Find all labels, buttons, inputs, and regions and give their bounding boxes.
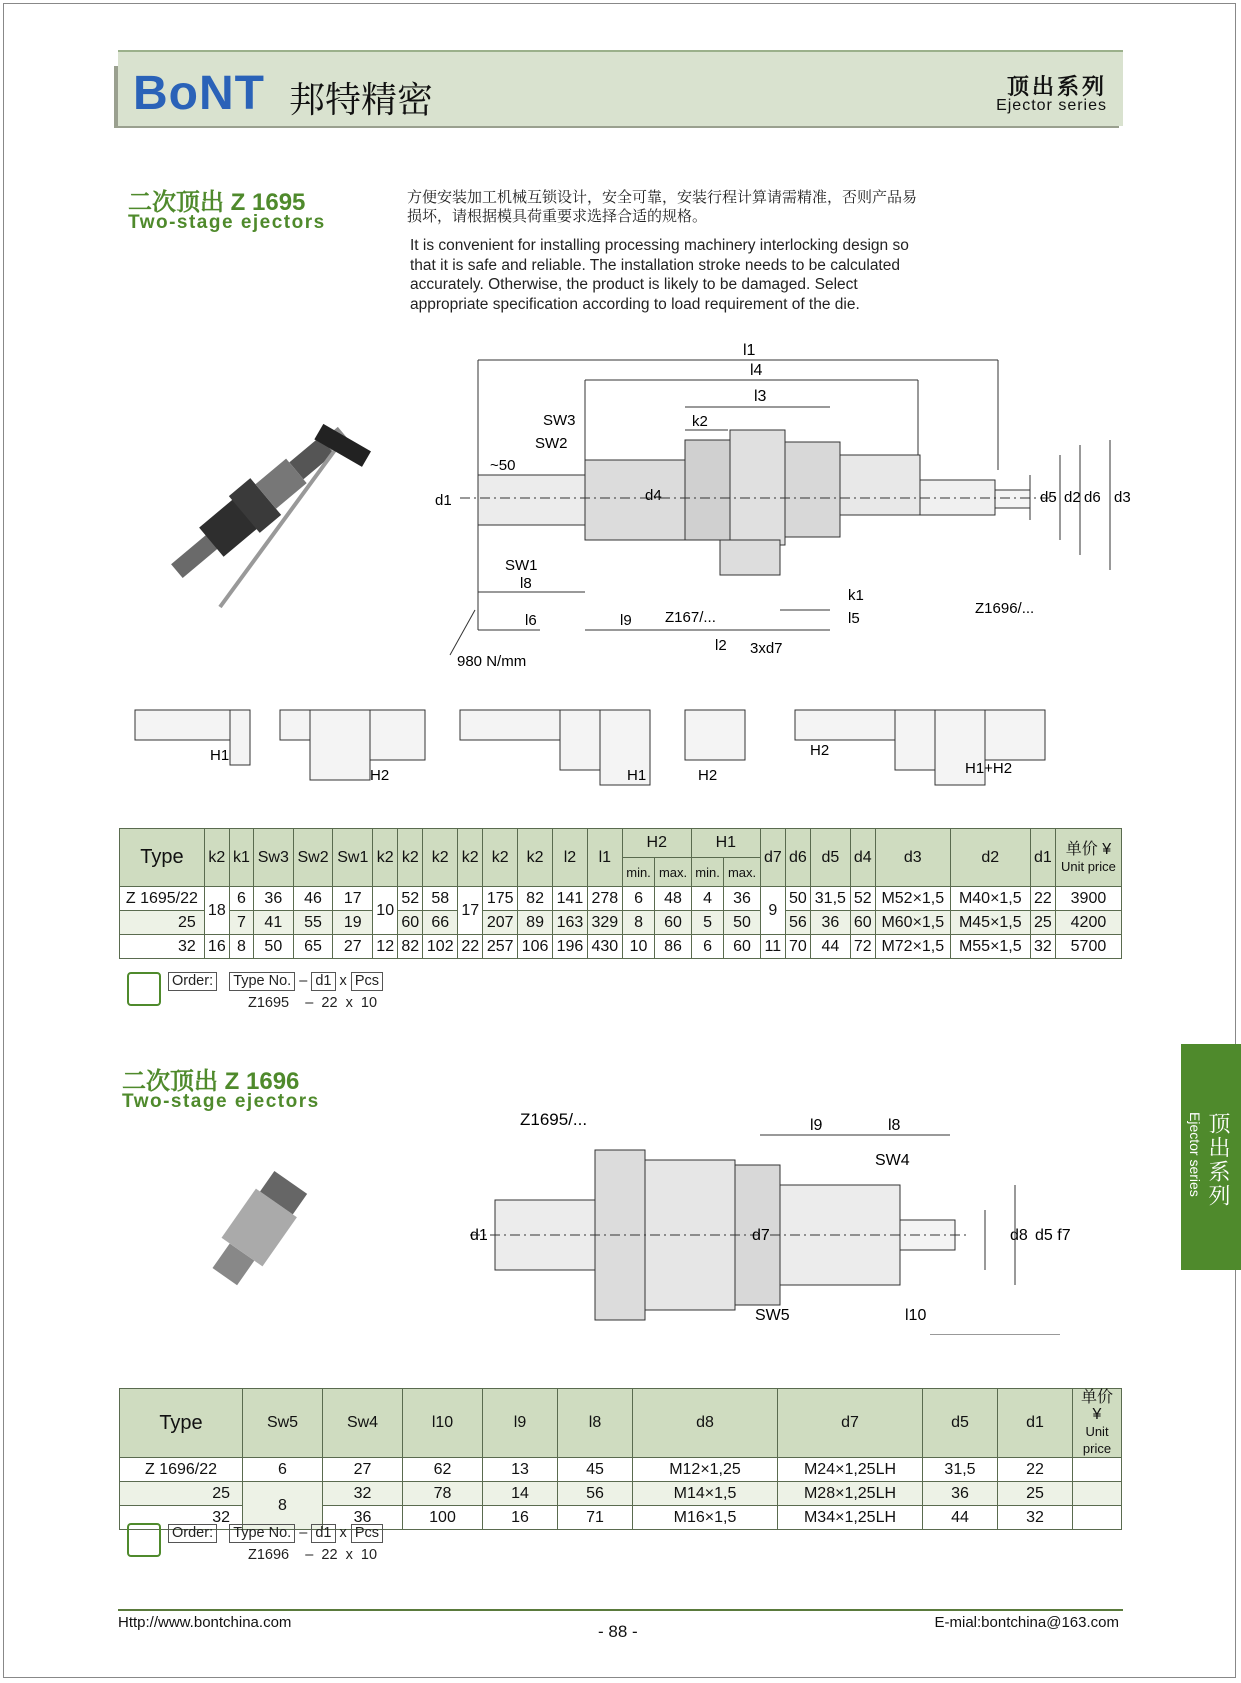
th-l8: l8 bbox=[558, 1389, 633, 1458]
cell-l9: 14 bbox=[483, 1482, 558, 1506]
cell-h1-max: 36 bbox=[724, 887, 761, 911]
cell-d5: 44 bbox=[810, 935, 850, 959]
label-z167: Z167/... bbox=[665, 609, 716, 626]
th-d7: d7 bbox=[778, 1389, 923, 1458]
product-photo-z1696 bbox=[195, 1140, 330, 1315]
cell-sw2: 55 bbox=[293, 911, 333, 935]
th-k2: k2 bbox=[423, 829, 458, 887]
side-tab-en: Ejector series bbox=[1187, 1112, 1203, 1197]
cell-sw1: 19 bbox=[333, 911, 373, 935]
label-d4: d4 bbox=[645, 487, 662, 504]
th-h1: H1 bbox=[691, 829, 760, 858]
price-cn: 单价 ¥ bbox=[1065, 840, 1112, 858]
label-approx50: ~50 bbox=[490, 457, 516, 474]
section1-description-en: It is convenient for installing processing machinery interlocking design so that it is safe and reliable. The installation stroke needs to be calculated accurately. Otherwise, the product is likely to be damaged. Select appropriate specification according to load requirement of the die. bbox=[410, 237, 909, 313]
cell-l2: 163 bbox=[553, 911, 588, 935]
label-sw5: SW5 bbox=[755, 1307, 790, 1324]
cell-k2: 89 bbox=[518, 911, 553, 935]
cell-h2-max: 60 bbox=[655, 911, 692, 935]
cell-sw5: 6 bbox=[243, 1458, 323, 1482]
section1-title-en: Two-stage ejectors bbox=[128, 212, 326, 233]
cell-sw4: 36 bbox=[323, 1506, 403, 1530]
cell-sw2: 65 bbox=[293, 935, 333, 959]
cell-l10: 78 bbox=[403, 1482, 483, 1506]
label-k1: k1 bbox=[848, 587, 864, 604]
th-l1: l1 bbox=[587, 829, 622, 887]
cell-d4: 52 bbox=[850, 887, 875, 911]
order-x: x bbox=[339, 973, 347, 989]
cell-k1: 8 bbox=[229, 935, 253, 959]
th-sw5: Sw5 bbox=[243, 1389, 323, 1458]
order-ex-x: x bbox=[345, 1547, 353, 1563]
th-type: Type bbox=[120, 829, 205, 887]
label-d1: d1 bbox=[435, 492, 452, 509]
cell-d1: 22 bbox=[1030, 887, 1055, 911]
cell-l1: 329 bbox=[587, 911, 622, 935]
cell-type: 25 bbox=[120, 1482, 243, 1506]
drawing-z1695 bbox=[420, 330, 1140, 675]
cell-h2-min: 10 bbox=[622, 935, 655, 959]
cell-k1: 7 bbox=[229, 911, 253, 935]
label-d2: d2 bbox=[1064, 489, 1081, 506]
order-format-z1695 bbox=[168, 972, 383, 991]
label-l8: l8 bbox=[520, 575, 532, 592]
spec-table-z1695 bbox=[119, 828, 1122, 959]
sketch1-h2: H2 bbox=[370, 767, 390, 784]
drawing-z1696 bbox=[450, 1105, 1130, 1335]
cell-h2-min: 8 bbox=[622, 911, 655, 935]
table-row bbox=[120, 935, 1122, 959]
phone-icon bbox=[127, 1523, 161, 1557]
order-pcs: Pcs bbox=[351, 972, 383, 991]
th-k2: k2 bbox=[373, 829, 398, 887]
cell-k2: 58 bbox=[423, 887, 458, 911]
order-ex-pcs: 10 bbox=[360, 1547, 378, 1563]
cell-d7: M34×1,25LH bbox=[778, 1506, 923, 1530]
cell-d3: M60×1,5 bbox=[875, 911, 950, 935]
cell-price bbox=[1073, 1458, 1122, 1482]
cell-d5: 44 bbox=[923, 1506, 998, 1530]
order-pcs: Pcs bbox=[351, 1524, 383, 1543]
series-title-cn: 顶出系列 bbox=[1006, 74, 1107, 99]
cell-k2: 10 bbox=[373, 887, 398, 935]
order-x: x bbox=[339, 1525, 347, 1541]
section2-title-cn: 二次顶出 Z 1696 bbox=[122, 1068, 300, 1095]
label-force: 980 N/mm bbox=[457, 653, 527, 670]
cell-d1: 32 bbox=[998, 1506, 1073, 1530]
cell-d7: M28×1,25LH bbox=[778, 1482, 923, 1506]
th-k1: k1 bbox=[229, 829, 253, 887]
cell-k2: 18 bbox=[204, 887, 229, 935]
order-label: Order: bbox=[168, 972, 217, 991]
cell-l1: 430 bbox=[587, 935, 622, 959]
cell-k2: 52 bbox=[398, 887, 423, 911]
cell-l8: 45 bbox=[558, 1458, 633, 1482]
th-k2: k2 bbox=[518, 829, 553, 887]
footer-divider bbox=[118, 1609, 1123, 1611]
cell-k2: 102 bbox=[423, 935, 458, 959]
cell-d8: M16×1,5 bbox=[633, 1506, 778, 1530]
side-tab bbox=[1181, 1044, 1241, 1270]
cell-price: 5700 bbox=[1055, 935, 1121, 959]
table-row bbox=[120, 887, 1122, 911]
sketch3-h2: H2 bbox=[810, 742, 830, 759]
order-ex-pcs: 10 bbox=[360, 995, 378, 1011]
label-3xd7: 3xd7 bbox=[750, 640, 783, 657]
th-d8: d8 bbox=[633, 1389, 778, 1458]
cell-l2: 141 bbox=[553, 887, 588, 911]
cell-k2: 82 bbox=[518, 887, 553, 911]
cell-d7: 11 bbox=[760, 935, 785, 959]
order-ex-dash: – bbox=[305, 995, 314, 1011]
table-row bbox=[120, 1482, 1122, 1506]
label-d3: d3 bbox=[1114, 489, 1131, 506]
cell-k2: 82 bbox=[398, 935, 423, 959]
th-l2: l2 bbox=[553, 829, 588, 887]
cell-d6: 70 bbox=[785, 935, 810, 959]
cell-l8: 71 bbox=[558, 1506, 633, 1530]
sketch3-h1h2: H1+H2 bbox=[965, 760, 1013, 777]
th-type: Type bbox=[120, 1389, 243, 1458]
cell-h2-max: 48 bbox=[655, 887, 692, 911]
label-l6: l6 bbox=[525, 612, 537, 629]
th-h2-max: max. bbox=[655, 858, 692, 887]
order-dash: – bbox=[299, 1525, 308, 1541]
cell-sw1: 17 bbox=[333, 887, 373, 911]
th-l10: l10 bbox=[403, 1389, 483, 1458]
label-z1696: Z1696/... bbox=[975, 600, 1035, 617]
label-l2: l2 bbox=[715, 637, 727, 654]
label-l8: l8 bbox=[888, 1117, 901, 1134]
order-format-z1696 bbox=[168, 1524, 383, 1543]
label-sw3: SW3 bbox=[543, 412, 576, 429]
cell-d8: M14×1,5 bbox=[633, 1482, 778, 1506]
cell-k2: 207 bbox=[483, 911, 518, 935]
cell-l9: 13 bbox=[483, 1458, 558, 1482]
header-banner bbox=[118, 50, 1123, 126]
price-en: Unit price bbox=[1060, 858, 1116, 874]
label-l9: l9 bbox=[620, 612, 632, 629]
cell-l9: 16 bbox=[483, 1506, 558, 1530]
order-label: Order: bbox=[168, 1524, 217, 1543]
cell-type: Z 1695/22 bbox=[120, 887, 205, 911]
order-type-no: Type No. bbox=[229, 972, 295, 991]
order-example-z1695 bbox=[248, 995, 377, 1011]
cell-sw2: 46 bbox=[293, 887, 333, 911]
th-d7: d7 bbox=[760, 829, 785, 887]
cell-d4: 60 bbox=[850, 911, 875, 935]
cell-price: 3900 bbox=[1055, 887, 1121, 911]
order-example-z1696 bbox=[248, 1547, 377, 1563]
label-l5: l5 bbox=[848, 610, 860, 627]
page-number: - 88 - bbox=[598, 1622, 638, 1641]
th-d2: d2 bbox=[950, 829, 1030, 887]
cell-k2: 16 bbox=[204, 935, 229, 959]
cell-d5: 36 bbox=[810, 911, 850, 935]
cell-d5: 31,5 bbox=[810, 887, 850, 911]
label-l10: l10 bbox=[905, 1307, 927, 1324]
side-tab-cn: 顶出系列 bbox=[1206, 1112, 1231, 1208]
th-d1: d1 bbox=[998, 1389, 1073, 1458]
cell-d5: 31,5 bbox=[923, 1458, 998, 1482]
label-d5-f7: d5 f7 bbox=[1035, 1227, 1071, 1244]
price-cn: 单价 ¥ bbox=[1080, 1389, 1113, 1423]
cell-k2: 257 bbox=[483, 935, 518, 959]
cell-l10: 100 bbox=[403, 1506, 483, 1530]
brand-name-cn: 邦特精密 bbox=[289, 80, 434, 121]
sketch2-h2: H2 bbox=[698, 767, 718, 784]
th-h2: H2 bbox=[622, 829, 691, 858]
table-row bbox=[120, 911, 1122, 935]
cell-k2: 175 bbox=[483, 887, 518, 911]
cell-sw3: 36 bbox=[253, 887, 293, 911]
table-row bbox=[120, 1458, 1122, 1482]
cell-sw3: 50 bbox=[253, 935, 293, 959]
cell-sw4: 32 bbox=[323, 1482, 403, 1506]
th-k2: k2 bbox=[483, 829, 518, 887]
order-d1: d1 bbox=[311, 972, 335, 991]
cell-k2: 17 bbox=[458, 887, 483, 935]
order-ex-x: x bbox=[345, 995, 353, 1011]
section2-title-en: Two-stage ejectors bbox=[122, 1091, 320, 1112]
th-k2: k2 bbox=[398, 829, 423, 887]
cell-h1-max: 50 bbox=[724, 911, 761, 935]
order-type-no: Type No. bbox=[229, 1524, 295, 1543]
cell-type: 32 bbox=[120, 1506, 243, 1530]
stroke-sketches bbox=[130, 705, 1100, 795]
th-d6: d6 bbox=[785, 829, 810, 887]
cell-d8: M12×1,25 bbox=[633, 1458, 778, 1482]
th-h1-max: max. bbox=[724, 858, 761, 887]
cell-d3: M72×1,5 bbox=[875, 935, 950, 959]
cell-h1-min: 6 bbox=[691, 935, 724, 959]
cell-d1: 32 bbox=[1030, 935, 1055, 959]
th-l9: l9 bbox=[483, 1389, 558, 1458]
cell-k2: 60 bbox=[398, 911, 423, 935]
cell-l10: 62 bbox=[403, 1458, 483, 1482]
order-ex-d1: 22 bbox=[321, 1547, 338, 1563]
cell-d4: 72 bbox=[850, 935, 875, 959]
cell-d7: 9 bbox=[760, 887, 785, 935]
section1-description-cn: 方便安装加工机械互锁设计，安全可靠，安装行程计算请需精准，否则产品易损坏，请根据模具荷重要求选择合适的规格。 bbox=[407, 189, 918, 225]
label-d5: d5 bbox=[1040, 489, 1057, 506]
th-k2: k2 bbox=[204, 829, 229, 887]
th-unit-price bbox=[1073, 1389, 1122, 1458]
cell-sw3: 41 bbox=[253, 911, 293, 935]
th-sw2: Sw2 bbox=[293, 829, 333, 887]
sketch2-h1: H1 bbox=[627, 767, 647, 784]
cell-k2: 22 bbox=[458, 935, 483, 959]
cell-type: 25 bbox=[120, 911, 205, 935]
order-ex-type: Z1695 bbox=[248, 995, 290, 1011]
th-d1: d1 bbox=[1030, 829, 1055, 887]
series-title-en: Ejector series bbox=[996, 97, 1107, 114]
order-ex-type: Z1696 bbox=[248, 1547, 290, 1563]
order-ex-dash: – bbox=[305, 1547, 314, 1563]
cell-d6: 50 bbox=[785, 887, 810, 911]
label-d1: d1 bbox=[470, 1227, 488, 1244]
th-h1-min: min. bbox=[691, 858, 724, 887]
th-d3: d3 bbox=[875, 829, 950, 887]
cell-h1-min: 4 bbox=[691, 887, 724, 911]
label-d8: d8 bbox=[1010, 1227, 1028, 1244]
cell-sw5: 8 bbox=[243, 1482, 323, 1530]
th-unit-price bbox=[1055, 829, 1121, 887]
cell-k2: 12 bbox=[373, 935, 398, 959]
label-sw4: SW4 bbox=[875, 1152, 910, 1169]
th-d5: d5 bbox=[923, 1389, 998, 1458]
cell-d1: 22 bbox=[998, 1458, 1073, 1482]
cell-h1-max: 60 bbox=[724, 935, 761, 959]
th-sw3: Sw3 bbox=[253, 829, 293, 887]
cell-d3: M52×1,5 bbox=[875, 887, 950, 911]
label-l4: l4 bbox=[750, 362, 763, 379]
cell-sw1: 27 bbox=[333, 935, 373, 959]
product-photo-z1695 bbox=[135, 395, 395, 615]
th-sw4: Sw4 bbox=[323, 1389, 403, 1458]
label-l1: l1 bbox=[743, 342, 756, 359]
cell-type: 32 bbox=[120, 935, 205, 959]
label-l3: l3 bbox=[754, 388, 767, 405]
cell-l1: 278 bbox=[587, 887, 622, 911]
order-ex-d1: 22 bbox=[321, 995, 338, 1011]
cell-h1-min: 5 bbox=[691, 911, 724, 935]
cell-d2: M55×1,5 bbox=[950, 935, 1030, 959]
cell-k2: 106 bbox=[518, 935, 553, 959]
section1-title-cn: 二次顶出 Z 1695 bbox=[128, 189, 306, 216]
label-z1695: Z1695/... bbox=[520, 1110, 588, 1129]
cell-l8: 56 bbox=[558, 1482, 633, 1506]
spec-table-z1696 bbox=[119, 1388, 1122, 1530]
cell-h2-min: 6 bbox=[622, 887, 655, 911]
label-d7: d7 bbox=[752, 1227, 770, 1244]
brand-logo: BoNT bbox=[133, 67, 265, 120]
cell-price bbox=[1073, 1482, 1122, 1506]
order-d1: d1 bbox=[311, 1524, 335, 1543]
cell-type: Z 1696/22 bbox=[120, 1458, 243, 1482]
phone-icon bbox=[127, 972, 161, 1006]
th-k2: k2 bbox=[458, 829, 483, 887]
label-k2: k2 bbox=[692, 413, 708, 430]
cell-d5: 36 bbox=[923, 1482, 998, 1506]
cell-d2: M40×1,5 bbox=[950, 887, 1030, 911]
label-sw1: SW1 bbox=[505, 557, 538, 574]
th-sw1: Sw1 bbox=[333, 829, 373, 887]
cell-d2: M45×1,5 bbox=[950, 911, 1030, 935]
label-sw2: SW2 bbox=[535, 435, 568, 452]
footer-url[interactable]: Http://www.bontchina.com bbox=[118, 1614, 292, 1631]
label-l9: l9 bbox=[810, 1117, 823, 1134]
cell-d6: 56 bbox=[785, 911, 810, 935]
cell-price bbox=[1073, 1506, 1122, 1530]
th-h2-min: min. bbox=[622, 858, 655, 887]
footer-email[interactable]: E-mial:bontchina@163.com bbox=[934, 1614, 1119, 1631]
cell-price: 4200 bbox=[1055, 911, 1121, 935]
cell-sw4: 27 bbox=[323, 1458, 403, 1482]
sketch1-h1: H1 bbox=[210, 747, 230, 764]
cell-d1: 25 bbox=[998, 1482, 1073, 1506]
th-d4: d4 bbox=[850, 829, 875, 887]
label-d6: d6 bbox=[1084, 489, 1101, 506]
cell-l2: 196 bbox=[553, 935, 588, 959]
cell-h2-max: 86 bbox=[655, 935, 692, 959]
cell-k1: 6 bbox=[229, 887, 253, 911]
price-en: Unit price bbox=[1082, 1424, 1112, 1456]
order-dash: – bbox=[299, 973, 308, 989]
cell-k2: 66 bbox=[423, 911, 458, 935]
cell-d1: 25 bbox=[1030, 911, 1055, 935]
th-d5: d5 bbox=[810, 829, 850, 887]
cell-d7: M24×1,25LH bbox=[778, 1458, 923, 1482]
